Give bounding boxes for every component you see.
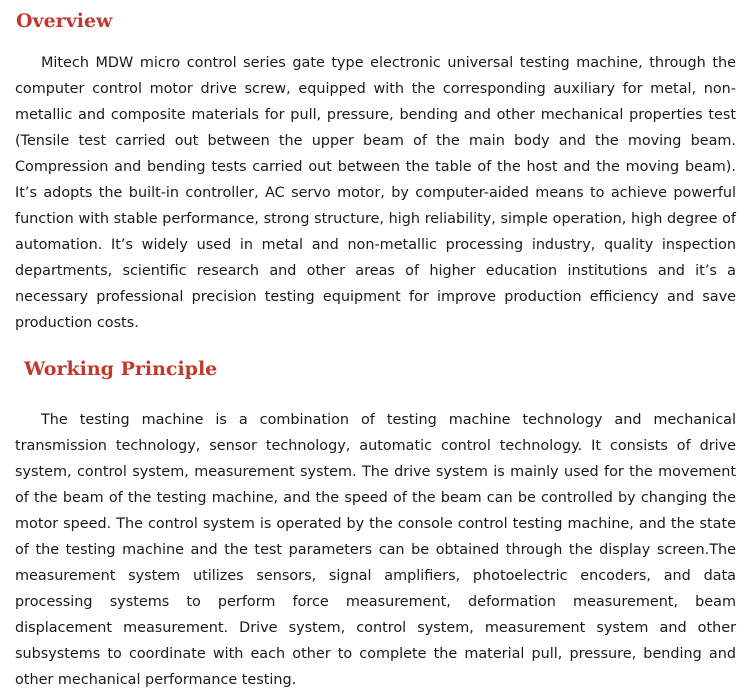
section-heading-overview: Overview <box>16 10 113 32</box>
section-paragraph-working-principle: The testing machine is a combination of testing machine technology and mechanical transmission technology, sensor technology, automatic control technology. It consists of drive system, control system, measurement system. The drive system is mainly used for the movement of the beam of the testing machine, and the speed of the beam can be controlled by changing the motor speed. The control system is operated by the console control testing machine, and the state of the testing machine and the test parameters can be obtained through the display screen.The measurement system utilizes sensors, signal amplifiers, photoelectric encoders, and data processing systems to perform force measurement, deformation measurement, beam displacement measurement. Drive system, control system, measurement system and other subsystems to coordinate with each other to complete the material pull, pressure, bending and other mechanical performance testing. <box>15 411 736 688</box>
section-heading-working-principle: Working Principle <box>24 357 218 380</box>
section-paragraph-overview: Mitech MDW micro control series gate type electronic universal testing machine, through the computer control motor drive screw, equipped with the corresponding auxiliary for metal, non-metallic and composite materials for pull, pressure, bending and other mechanical properties test (Tensile test carried out between the upper beam of the main body and the moving beam. Compression and bending tests carried out between the table of the host and the moving beam). It’s adopts the built-in controller, AC servo motor, by computer-aided means to achieve powerful function with stable performance, strong structure, high reliability, simple operation, high degree of automation. It’s widely used in metal and non-metallic processing industry, quality inspection departments, scientific research and other areas of higher education institutions and it’s a necessary professional precision testing equipment for improve production efficiency and save production costs. <box>15 54 736 331</box>
